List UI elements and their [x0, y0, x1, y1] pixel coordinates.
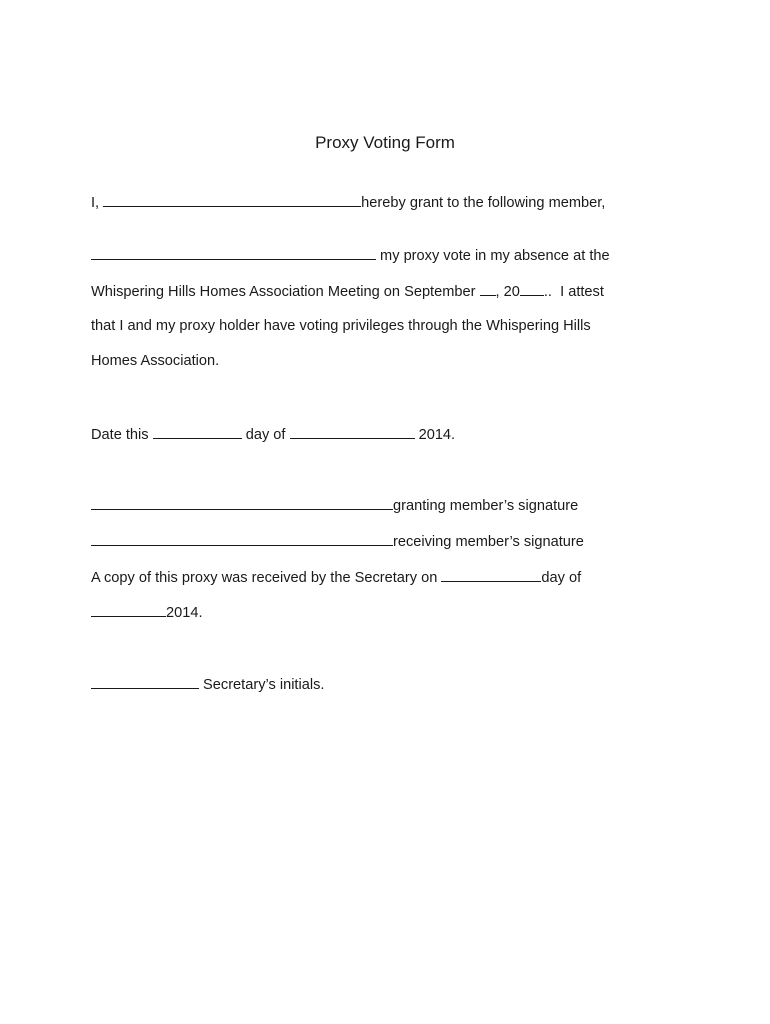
secretary-initials-line: [91, 674, 324, 694]
grantor-line: [91, 192, 605, 212]
meeting-date-line: [91, 281, 604, 301]
privileges-line: that I and my proxy holder have voting privileges through the Whispering Hills: [91, 318, 591, 334]
grantor-prefix: I,: [91, 195, 104, 211]
secretary-year-line: [91, 602, 203, 622]
receiving-signature-blank[interactable]: [91, 531, 393, 546]
granting-signature-line: [91, 495, 578, 515]
date-line: [91, 424, 455, 444]
proxy-member-text: my proxy vote in my absence at the: [376, 248, 610, 264]
association-line: Homes Association.: [91, 353, 220, 369]
secretary-day-blank[interactable]: [441, 567, 541, 582]
granting-signature-label: granting member’s signature: [393, 498, 579, 514]
grantor-text: hereby grant to the following member,: [361, 195, 606, 211]
meeting-day-blank[interactable]: [480, 281, 496, 296]
proxy-member-line: [91, 245, 610, 265]
secretary-month-blank[interactable]: [91, 602, 166, 617]
grantor-name-blank[interactable]: [103, 192, 361, 207]
meeting-text: Whispering Hills Homes Association Meeting on September: [91, 284, 480, 300]
receiving-signature-line: [91, 531, 584, 551]
proxy-member-blank[interactable]: [91, 245, 376, 260]
form-title: Proxy Voting Form: [315, 133, 455, 152]
receiving-signature-label: receiving member’s signature: [393, 534, 584, 550]
secretary-dayof: day of: [541, 570, 582, 586]
date-month-blank[interactable]: [290, 424, 415, 439]
attest-text: .. I attest: [543, 284, 604, 300]
granting-signature-blank[interactable]: [91, 495, 393, 510]
secretary-initials-blank[interactable]: [91, 674, 199, 689]
secretary-initials-label: Secretary’s initials.: [199, 677, 325, 693]
secretary-year: 2014.: [166, 605, 203, 621]
secretary-received-line: [91, 567, 581, 587]
secretary-received-text: A copy of this proxy was received by the Secretary on: [91, 570, 442, 586]
date-prefix: Date this: [91, 427, 153, 443]
date-day-blank[interactable]: [153, 424, 242, 439]
meeting-year-prefix: , 20: [495, 284, 520, 300]
date-year: 2014.: [414, 427, 456, 443]
meeting-year-blank[interactable]: [520, 281, 544, 296]
date-dayof: day of: [241, 427, 290, 443]
